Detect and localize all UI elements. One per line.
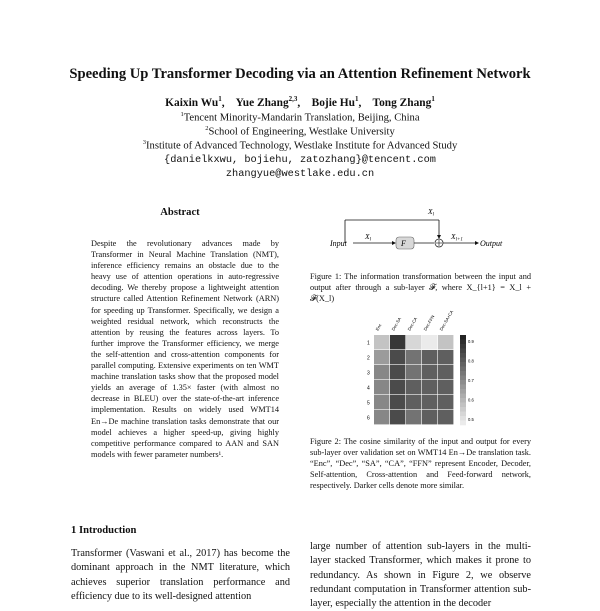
colorbar-segment [460,421,466,426]
heatmap-column-label: Dec-FFN [422,314,436,332]
abstract-text: Despite the revolutionary advances made by Transformer in Neural Machine Translation (NMT), inference efficiency remains an obstacle due to the heavy use of attention operations in auto-regressive decoding. We thereby propose a lightweight attention structure called Attention Refinement Network (ARN) for speeding up Transformer. Specifically, we design a weighted residual network, which reconstructs the attention by reusing the features across layers. To further improve the Transformer efficiency, we merge the self-attention and cross-attention components for parallel computing. Extensive experiments on ten WMT machine translation tasks show that the proposed model yields an average of 1.35× faster (with almost no decrease in BLEU) over the state-of-the-art inference implementation. Results on widely used WMT14 En→De machine translation tasks demonstrate that our model achieves a higher speed-up, giving highly competitive performance compared to AAN and SAN models with fewer parameter numbers¹. [91,239,279,459]
heatmap-cell [374,410,389,424]
author-affiliation-mark: 1 [431,95,435,103]
fig1-input-label: Input [330,239,347,248]
colorbar-segment [460,335,466,340]
colorbar-tick-label: 0.7 [468,378,474,383]
fig1-plus-symbol: ⊕ [320,200,321,201]
heatmap-cell [390,410,405,424]
heatmap-row-label: 6 [367,415,370,422]
fig1-xl1-label: $X_{l+1}$ [451,232,463,243]
figure-1-caption: Figure 1: The information transformation between the input and output after through a sub-layer 𝓕, where X_{l+1} = X_l + 𝓕(X_l) [310,272,531,303]
fig1-arrowhead [475,241,479,245]
heatmap-cell [438,395,453,409]
heatmap-cell [390,395,405,409]
colorbar-segment [460,340,466,345]
colorbar-segment [460,376,466,381]
colorbar-segment [460,371,466,376]
figure-2-caption: Figure 2: The cosine similarity of the input and output for every sub-layer over validation set on WMT14 En→De translation task. “Enc”, “Dec”, “SA”, “CA”, “FFN” represent Encoder, Decoder, Self-attention, Cross-attention and Feed-forward network, respectively. Darker cells denote more similar. [310,437,531,490]
colorbar-segment [460,349,466,354]
fig1-xl-top-label: $X_l$ [428,207,434,218]
colorbar-segment [460,367,466,372]
heatmap-cell [406,335,421,349]
intro-paragraph-continued: large number of attention sub-layers in the multi-layer stacked Transformer, which makes it prone to redundancy. As shown in Figure 2, we observe redundant computation in Transformer attention sub-layer, especially the attention in the decoder [310,541,531,610]
affiliation-mark: 1 [180,111,184,118]
email-line: {danielkxwu, bojiehu, zatozhang}@tencent.com [164,154,436,166]
colorbar-tick-label: 0.6 [468,397,474,403]
fig1-arrowhead [392,241,396,245]
heatmap-cell [422,365,437,379]
colorbar-segment [460,416,466,421]
author-name: Kaixin Wu [165,96,219,109]
heatmap-column-label: Enc [374,322,383,332]
affiliation [0,111,600,124]
affiliation [0,139,600,152]
affiliation [0,125,600,138]
fig1-arrowhead [437,235,441,239]
colorbar-tick-label: 0.8 [468,358,474,364]
colorbar-segment [460,344,466,349]
intro-paragraph: Transformer (Vaswani et al., 2017) has become the dominant approach in the NMT literature, which achieves superior translation performance and efficiency due to its well-designed attention [71,548,290,602]
heatmap-column-label: Dec-CA [406,316,419,332]
colorbar-tick-label: 0.9 [468,339,474,344]
heatmap-row-label: 1 [367,340,370,347]
heatmap-row-labels [367,341,370,422]
heatmap-cell [422,380,437,394]
heatmap-cell [406,410,421,424]
heatmap-cell [406,365,421,379]
heatmap-cell [422,395,437,409]
heatmap-column-labels [375,309,455,331]
author-affiliation-mark: 1 [218,95,222,103]
heatmap-cell [438,335,453,349]
author-list: Kaixin Wu$^1$, Yue Zhang$^{2,3}$, Bojie Hu$^1$, Tong Zhang$^1$ [165,95,435,109]
section-heading-introduction: 1 Introduction [71,525,137,536]
author-name: Bojie Hu [311,96,355,109]
fig1-xl-label: $X_l$ [365,232,371,243]
colorbar-segment [460,380,466,385]
heatmap-cell [422,410,437,424]
heatmap-cell [390,365,405,379]
colorbar-segment [460,394,466,399]
colorbar-segment [460,362,466,367]
affiliation-mark: 2 [205,125,209,132]
figure-1-diagram [320,200,520,265]
colorbar-segment [460,403,466,408]
heatmap-row-label: 3 [367,370,370,377]
heatmap-column-label: Dec-SA+CA [438,309,455,332]
heatmap-cell [390,335,405,349]
heatmap-cell [406,380,421,394]
heatmap-row-label: 4 [367,385,370,392]
heatmap-cells [374,335,453,424]
colorbar-segment [460,353,466,358]
fig1-f-label: F [401,239,406,248]
heatmap-cell [406,350,421,364]
affiliation-mark: 3 [142,139,146,146]
colorbar-segment [460,385,466,390]
heatmap-cell [438,350,453,364]
heatmap-cell [422,350,437,364]
heatmap-column-label: Dec-SA [390,316,403,332]
heatmap-cell [390,380,405,394]
heatmap-row-label: 5 [367,400,370,407]
colorbar-segment [460,407,466,412]
author-affiliation-mark: 2,3 [288,95,298,103]
author-affiliation-mark: 1 [355,95,359,103]
heatmap-cell [422,335,437,349]
colorbar-segment [460,389,466,394]
email-line: zhangyue@westlake.edu.cn [225,168,375,180]
affiliation-text: Tencent Minority-Mandarin Translation, Beijing, China [183,112,420,124]
affiliation-text: School of Engineering, Westlake University [208,126,395,138]
heatmap-cell [438,380,453,394]
heatmap-cell [374,335,389,349]
colorbar-segment [460,358,466,363]
heatmap-row-label: 2 [367,355,370,362]
intro-left-column [71,547,290,604]
affiliation-text: Institute of Advanced Technology, Westlake Institute for Advanced Study [146,140,458,152]
heatmap-cell [390,350,405,364]
author-name: Yue Zhang [235,96,289,109]
heatmap-cell [374,350,389,364]
heatmap-cell [438,365,453,379]
heatmap-colorbar [460,335,474,425]
paper-title: Speeding Up Transformer Decoding via an Attention Refinement Network [69,66,531,82]
abstract-body [91,238,279,460]
heatmap-cell [374,395,389,409]
heatmap-cell [374,365,389,379]
fig1-output-label: Output [480,239,503,248]
colorbar-segment [460,412,466,417]
heatmap-cell [438,410,453,424]
colorbar-tick-label: 0.5 [468,417,474,422]
author-name: Tong Zhang [372,96,432,109]
abstract-heading: Abstract [160,207,200,218]
colorbar-segment [460,398,466,403]
figure-2-heatmap [360,305,490,430]
heatmap-cell [374,380,389,394]
intro-right-column [310,540,531,611]
heatmap-cell [406,395,421,409]
